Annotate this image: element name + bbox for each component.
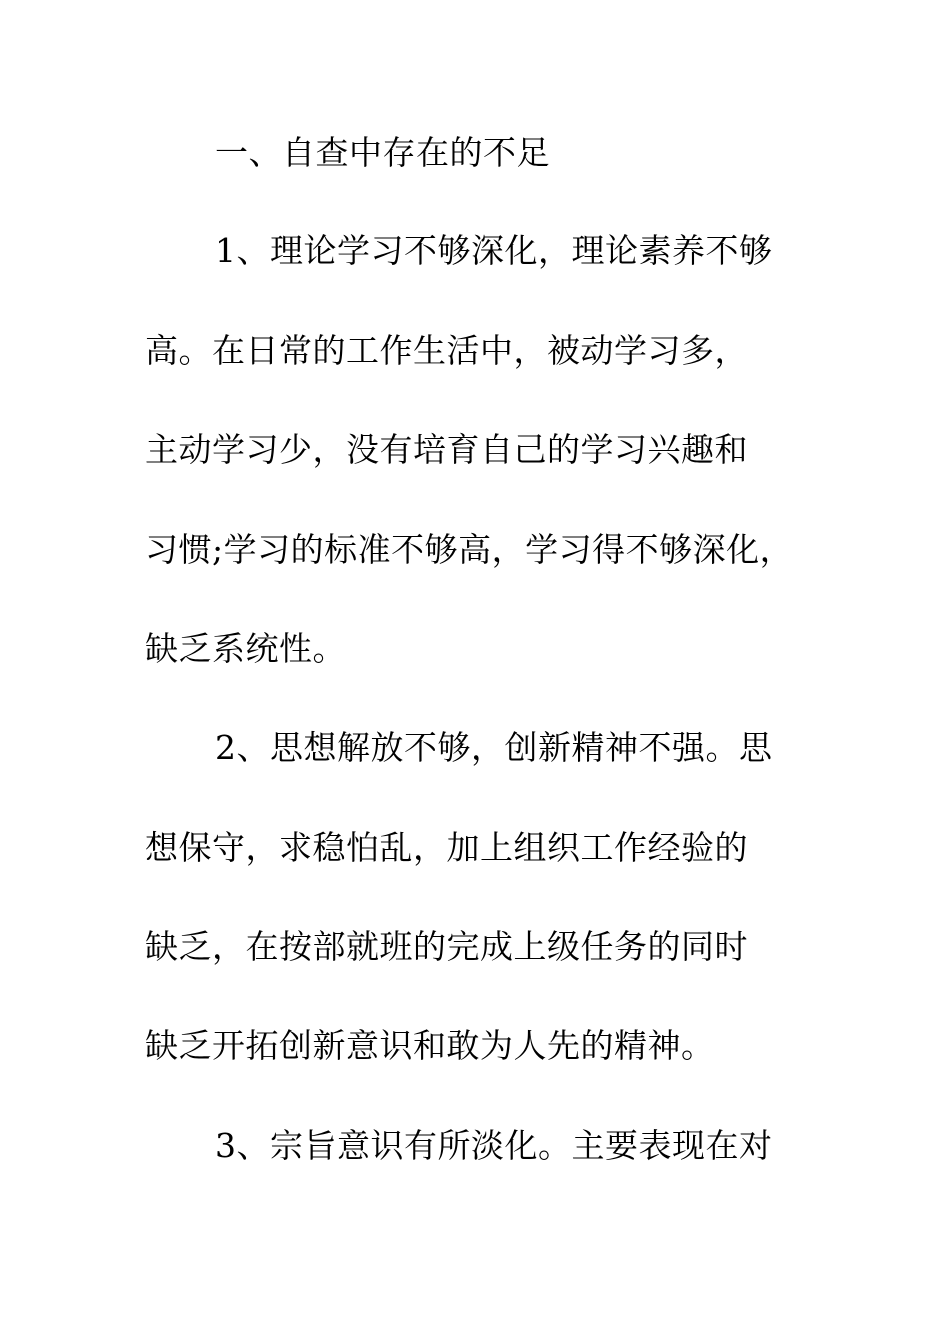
paragraph-2-line-2: 想保守，求稳怕乱，加上组织工作经验的	[145, 828, 748, 867]
paragraph-1-line-1: 1、理论学习不够深化，理论素养不够	[215, 231, 773, 270]
paragraph-1-line-2: 高。在日常的工作生活中，被动学习多，	[145, 331, 748, 370]
paragraph-2-line-1: 2、思想解放不够，创新精神不强。思	[215, 728, 773, 767]
paragraph-2-line-4: 缺乏开拓创新意识和敢为人先的精神。	[145, 1026, 715, 1065]
paragraph-1-line-3: 主动学习少，没有培育自己的学习兴趣和	[145, 430, 748, 469]
section-heading: 一、自查中存在的不足	[215, 133, 550, 172]
paragraph-1-line-5: 缺乏系统性。	[145, 629, 346, 668]
paragraph-3-line-1: 3、宗旨意识有所淡化。主要表现在对	[215, 1126, 773, 1165]
paragraph-2-line-3: 缺乏，在按部就班的完成上级任务的同时	[145, 927, 748, 966]
paragraph-1-line-4: 习惯;学习的标准不够高，学习得不够深化，	[145, 530, 794, 569]
